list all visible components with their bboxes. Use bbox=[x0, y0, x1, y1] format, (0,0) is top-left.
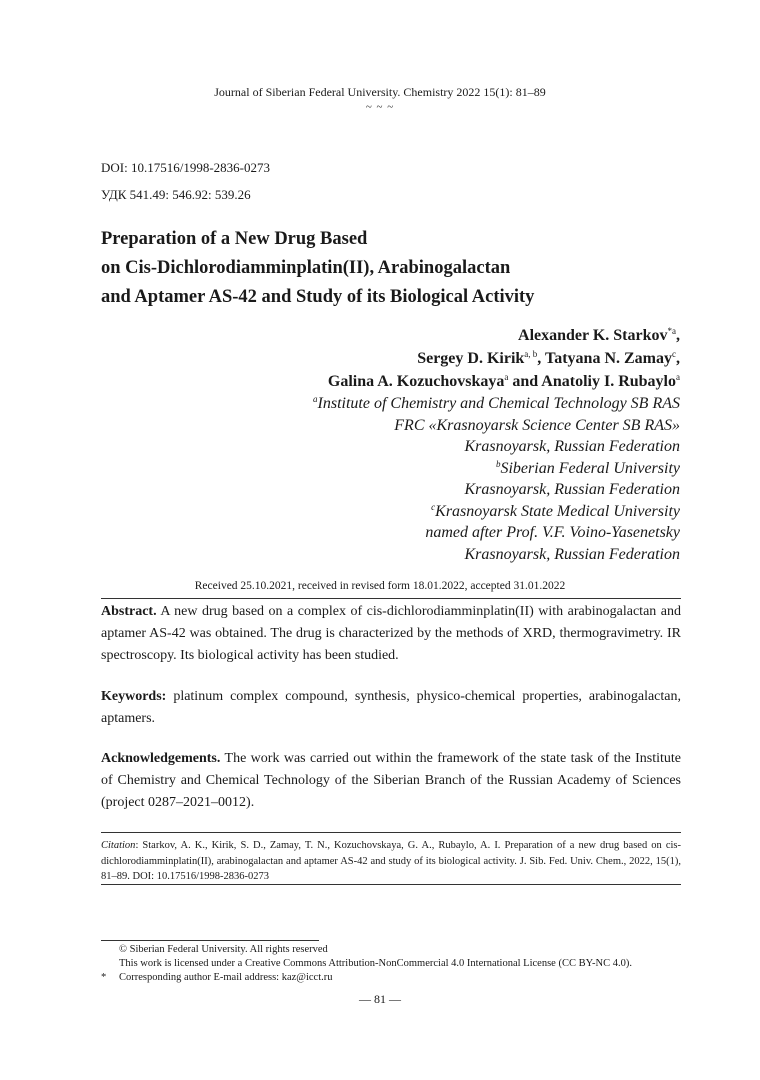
received-dates: Received 25.10.2021, received in revised form 18.01.2022, accepted 31.01.2022 bbox=[194, 580, 566, 592]
acknowledgements-text: The work was carried out within the framework of the state task of the Institute of Chemistry and Chemical Technology of the Siberian Branch of the Russian Academy of Sciences (project 0287–2021–0012). bbox=[101, 751, 681, 810]
journal-header: Journal of Siberian Federal University. Chemistry 2022 15(1): 81–89 bbox=[214, 85, 546, 99]
abstract-label: Abstract. bbox=[101, 604, 157, 619]
title-line: on Cis-Dichlorodiamminplatin(II), Arabinogalactan bbox=[101, 258, 511, 278]
affiliation-text: Institute of Chemistry and Chemical Technology SB RAS bbox=[317, 395, 680, 412]
title-line: and Aptamer AS-42 and Study of its Biological Activity bbox=[101, 287, 535, 307]
author-sep: , bbox=[537, 350, 542, 367]
title-line: Preparation of a New Drug Based bbox=[101, 229, 368, 249]
divider bbox=[101, 832, 681, 833]
authors-block bbox=[160, 324, 680, 565]
author-line bbox=[160, 324, 680, 347]
author-line bbox=[160, 370, 680, 393]
author-name: Galina A. Kozuchovskaya bbox=[327, 373, 505, 390]
author-name: Alexander K. Starkov bbox=[518, 327, 668, 344]
acknowledgements-label: Acknowledgements. bbox=[101, 751, 221, 766]
author-sep: , bbox=[676, 327, 680, 344]
footnote-divider bbox=[101, 940, 319, 941]
affiliation-line bbox=[160, 393, 680, 415]
affiliation-sup: b bbox=[495, 458, 501, 469]
copyright-text: © Siberian Federal University. All rights reserved bbox=[119, 944, 328, 955]
author-name: Tatyana N. Zamay bbox=[545, 350, 672, 367]
doi: DOI: 10.17516/1998-2836-0273 bbox=[101, 160, 270, 175]
citation-label: Citation bbox=[101, 840, 136, 851]
author-sup: *a bbox=[667, 326, 676, 336]
citation bbox=[101, 838, 681, 885]
affiliation-sup: a bbox=[313, 394, 318, 404]
acknowledgements bbox=[101, 748, 681, 814]
affiliation-text: Krasnoyarsk State Medical University bbox=[435, 502, 680, 520]
footnote-license bbox=[101, 957, 701, 971]
header-separator: ~ ~ ~ bbox=[365, 101, 395, 113]
corresponding-text: Corresponding author E-mail address: kaz@icct.ru bbox=[119, 972, 333, 983]
paper-title bbox=[101, 225, 701, 312]
author-sep: and bbox=[508, 373, 542, 390]
udk: УДК 541.49: 546.92: 539.26 bbox=[101, 187, 251, 202]
page-number: — 81 — bbox=[359, 992, 401, 1006]
affiliation-text: Siberian Federal University bbox=[500, 459, 680, 477]
author-sup: a, b bbox=[524, 349, 538, 359]
affiliation-line: Krasnoyarsk, Russian Federation bbox=[464, 545, 680, 563]
author-name: Anatoliy I. Rubaylo bbox=[541, 373, 676, 390]
author-sup: c bbox=[672, 349, 676, 359]
author-name: Sergey D. Kirik bbox=[417, 350, 525, 367]
affiliation-sup: c bbox=[431, 501, 436, 512]
author-sup: a bbox=[676, 372, 680, 382]
affiliation-line bbox=[160, 458, 680, 480]
affiliation-line: Krasnoyarsk, Russian Federation bbox=[464, 481, 680, 498]
affiliation-line: FRC «Krasnoyarsk Science Center SB RAS» bbox=[394, 416, 680, 434]
keywords-text: platinum complex compound, synthesis, physico-chemical properties, arabinogalactan, aptamers. bbox=[101, 689, 681, 726]
footnote-star: * bbox=[101, 972, 107, 983]
affiliation-line: named after Prof. V.F. Voino-Yasenetsky bbox=[425, 524, 680, 541]
footnote-corresponding bbox=[101, 971, 701, 985]
license-text: This work is licensed under a Creative Commons Attribution-NonCommercial 4.0 International License (CC BY-NC 4.0). bbox=[119, 958, 632, 969]
author-sep: , bbox=[676, 350, 680, 367]
author-sup: a bbox=[504, 372, 509, 382]
affiliation-line: Krasnoyarsk, Russian Federation bbox=[464, 438, 680, 455]
keywords-label: Keywords: bbox=[101, 689, 167, 704]
footnote-copyright bbox=[101, 943, 701, 957]
abstract bbox=[101, 601, 681, 667]
divider bbox=[101, 598, 681, 599]
abstract-text: A new drug based on a complex of cis-dichlorodiamminplatin(II) with arabinogalactan and aptamer AS-42 was obtained. The drug is characterized by the methods of XRD, thermogravimetry. IR spectroscopy. Its biological activity has been studied. bbox=[101, 604, 681, 663]
keywords bbox=[101, 686, 681, 730]
divider bbox=[101, 884, 681, 885]
affiliation-line bbox=[160, 501, 680, 523]
citation-text: : Starkov, A. K., Kirik, S. D., Zamay, T. N., Kozuchovskaya, G. A., Rubaylo, A. I. Preparation of a new drug based on cis-dichlorodiamminplatin(II), arabinogalactan and aptamer AS-42 and study of its biological activity. J. Sib. Fed. Univ. Chem., 2022, 15(1), 81–89. DOI: 10.17516/1998-2836-0273 bbox=[101, 840, 681, 882]
author-line bbox=[160, 347, 680, 370]
